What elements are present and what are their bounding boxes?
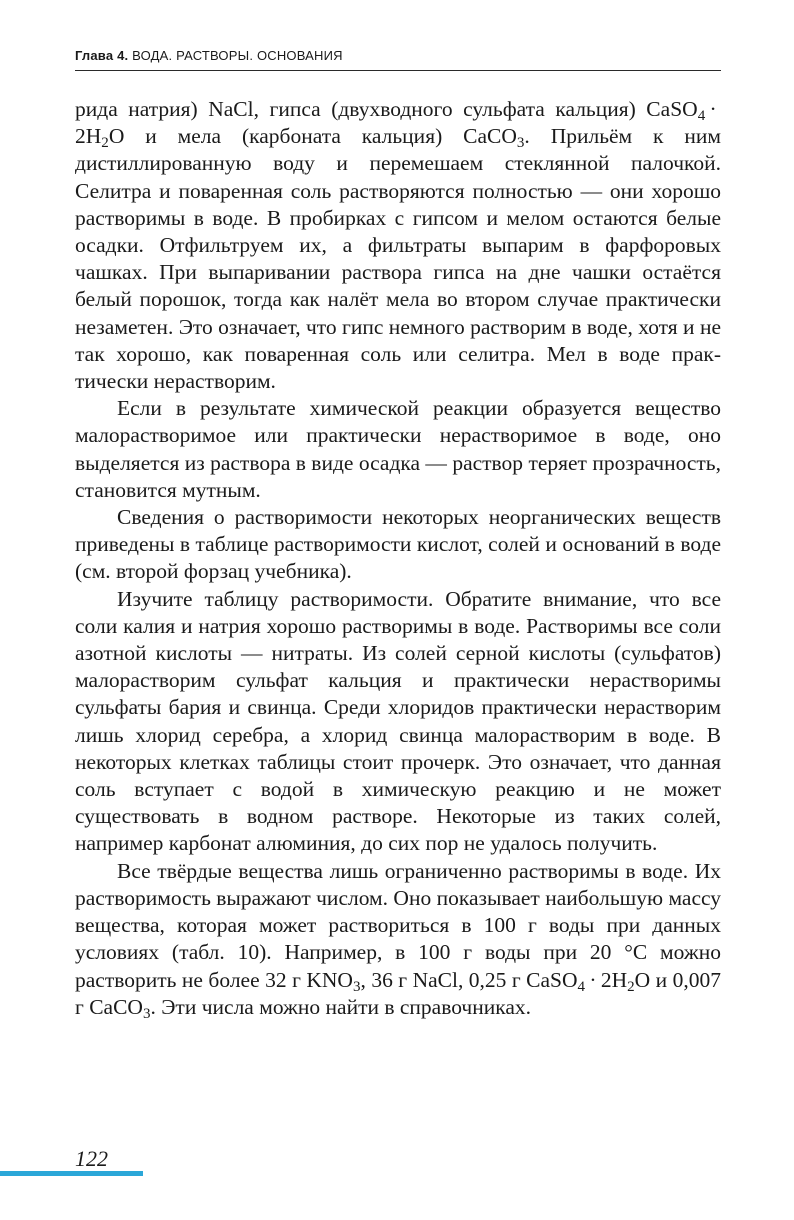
header-rule [75, 70, 721, 71]
chapter-number: Глава 4. [75, 48, 129, 63]
footer-accent-bar [0, 1171, 143, 1176]
subscript: 4 [577, 978, 586, 995]
paragraph: Изучите таблицу растворимости. Обратите внимание, что все соли калия и натрия хорошо растворимы в воде. Растворимы все соли азотной кислоты — нитраты. Из солей серной кислоты (сульфатов) малорастворим сульфат кальция и практически нерастворимы сульфаты бария и свинца. Среди хлоридов практически нерастворим лишь хлорид серебра, а хлорид свинца малорастворим в воде. В некоторых клетках таблицы стоит прочерк. Это означает, что данная соль вступает с водой в химическую реакцию и не может существовать в водном растворе. Некоторые из таких солей, например карбонат алюминия, до сих пор не удалось получить. [75, 586, 721, 856]
subscript: 3 [516, 135, 525, 152]
subscript: 2 [627, 978, 635, 995]
body-text [75, 96, 721, 1021]
chapter-title: ВОДА. РАСТВОРЫ. ОСНОВАНИЯ [132, 48, 343, 63]
paragraph: Если в результате химической реакции образуется вещество малорастворимое или практически нерастворимое в воде, оно выделяется из раствора в виде осадка — раствор теряет прозрачность, становится мутным. [75, 396, 721, 502]
paragraph: рида натрия) NaCl, гипса (двухводного сульфата кальция) CaSO$_4$ · $2H_2O$ и мела (карбоната кальция) CaCO$_3$. Прильём к ним дистиллированную воду и перемешаем стеклянной палочкой. Селитра и поваренная соль растворяются полностью — они хорошо растворимы в воде. В пробирках с гипсом и мелом остаются белые осадки. Отфильтруем их, а фильтраты выпарим в фарфоровых чашках. При выпаривании раствора гипса на дне чашки остаётся белый порошок, тогда как налёт мела во втором случае практически незаметен. Это означает, что гипс немного растворим в воде, хотя и не так хорошо, как поваренная соль или селитра. Мел в воде практически нерастворим. [75, 97, 722, 394]
subscript: 2 [101, 135, 109, 152]
page-number: 122 [75, 1146, 108, 1171]
subscript: 3 [142, 1005, 151, 1022]
subscript: 4 [697, 108, 706, 125]
paragraph: Сведения о растворимости некоторых неорганических веществ приведены в таблице растворимости кислот, солей и оснований в воде (см. второй форзац учебника). [75, 505, 721, 584]
subscript: 3 [352, 978, 361, 995]
paragraph: Все твёрдые вещества лишь ограниченно растворимы в воде. Их растворимость выражают числом. Оно показывает наибольшую массу вещества, которая может раствориться в 100 г воды при данных условиях (табл. 10). Например, в 100 г воды при 20 °С можно растворить не более 32 г $KNO_3$, 36 г NaCl, 0,25 г CaSO$_4$ · $2H_2O$ и 0,007 г CaCO$_3$. Эти числа можно найти в справочниках. [75, 858, 721, 1022]
running-head [75, 48, 721, 63]
